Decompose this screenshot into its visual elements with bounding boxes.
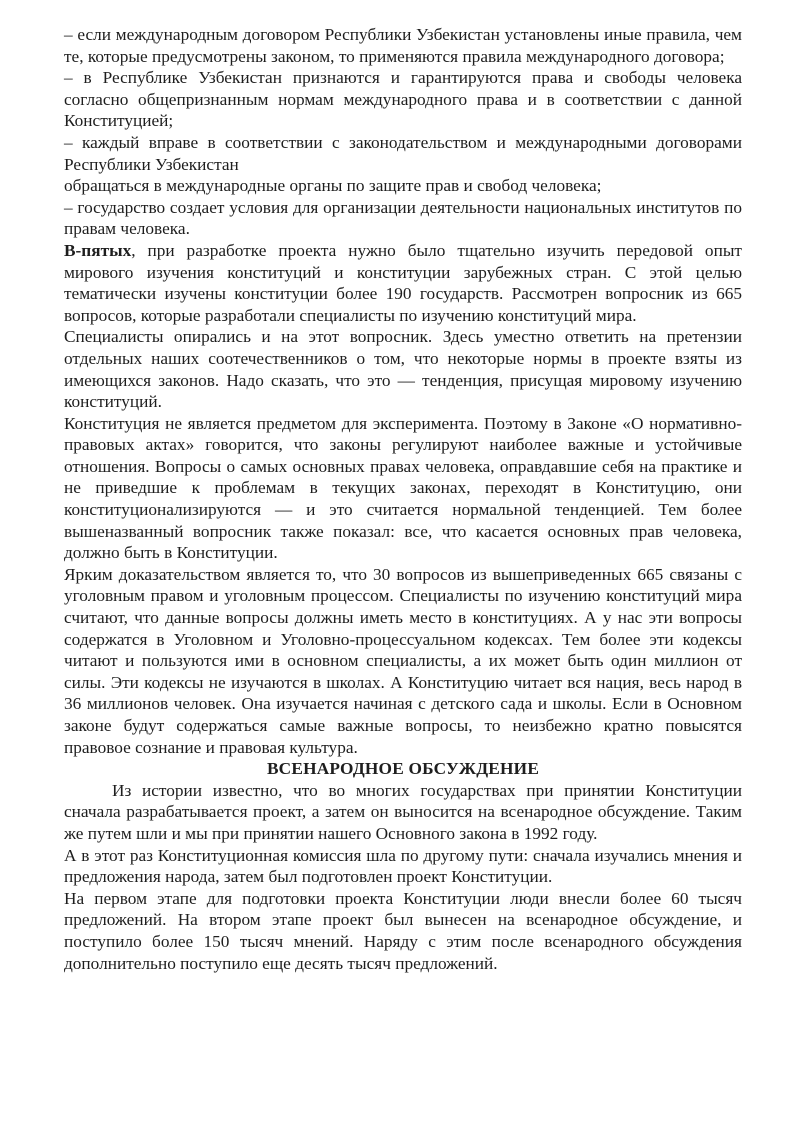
paragraph-criminal-law: Ярким доказательством является то, что 30 вопросов из вышеприведенных 665 связаны с уголовным правом и уголовным процессом. Специалисты по изучению конституций мира считают, что данные вопросы должны иметь место в конституциях. А у нас эти вопросы содержатся в Уголовном и Уголовно-процессуальном кодексах. Тем более эти кодексы читают и пользуются ими в основном специалисты, а их может быть один миллион от силы. Эти кодексы не изучаются в школах. А Конституцию читает вся нация, весь народ в 36 миллионов человек. Она изучается начиная с детского сада и школы. Если в Основном законе будут содержаться самые важные вопросы, то неизбежно кратно повысятся правовое сознание и правовая культура. [64,564,742,757]
list-item-international-treaty: – если международным договором Республики Узбекистан установлены иные правила, чем те, которые предусмотрены законом, то применяются правила международного договора; [64,25,742,66]
document-page [64,24,742,974]
paragraph-constitution-not-experiment: Конституция не является предметом для эксперимента. Поэтому в Законе «О нормативно-правовых актах» говорится, что законы регулируют наиболее важные и устойчивые отношения. Вопросы о самых основных правах человека, оправдавшие себя на практике и не приведшие к проблемам в текущих законах, переходят в Конституцию, они конституционализируются — и это считается нормальной тенденцией. Тем более вышеназванный вопросник также показал: все, что касается основных прав человека, должно быть в Конституции. [64,413,742,563]
paragraph-commission: А в этот раз Конституционная комиссия шла по другому пути: сначала изучались мнения и предложения народа, затем был подготовлен проект Конституции. [64,845,742,887]
section-heading: ВСЕНАРОДНОЕ ОБСУЖДЕНИЕ [266,759,540,779]
list-item-appeal-continuation: обращаться в международные органы по защите прав и свобод человека; [64,176,602,196]
list-item-appeal-right: – каждый вправе в соответствии с законодательством и международными договорами Республики Узбекистан [64,132,742,174]
paragraph-lead: В-пятых [64,240,132,260]
paragraph-stages: На первом этапе для подготовки проекта Конституции люди внесли более 60 тысяч предложений. На втором этапе проект был вынесен на всенародное обсуждение, и поступило более 150 тысяч мнений. Наряду с этим после всенародного обсуждения дополнительно поступило еще десять тысяч предложений. [64,888,742,973]
list-item-rights-guarantee: – в Республике Узбекистан признаются и гарантируются права и свободы человека согласно общепризнанным нормам международного права и в соответствии с данной Конституцией; [64,68,742,131]
paragraph-fifth [64,240,742,326]
list-item-national-institutions: – государство создает условия для организации деятельности национальных институтов по правам человека. [64,197,742,239]
paragraph-questionnaire: Специалисты опирались и на этот вопросник. Здесь уместно ответить на претензии отдельных наших соотечественников о том, что некоторые нормы в проекте взяты из имеющихся законов. Надо сказать, что это — тенденция, присущая мировому изучению конституций. [64,327,742,412]
paragraph-fifth-text: , при разработке проекта нужно было тщательно изучить передовой опыт мирового изучения конституций и конституции зарубежных стран. С этой целью тематически изучены конституции более 190 государств. Рассмотрен вопросник из 665 вопросов, которые разработали специалисты по изучению конституций мира. [64,240,742,325]
paragraph-history: Из истории известно, что во многих государствах при принятии Конституции сначала разрабатывается проект, а затем он выносится на всенародное обсуждение. Таким же путем шли и мы при принятии нашего Основного закона в 1992 году. [64,780,742,843]
